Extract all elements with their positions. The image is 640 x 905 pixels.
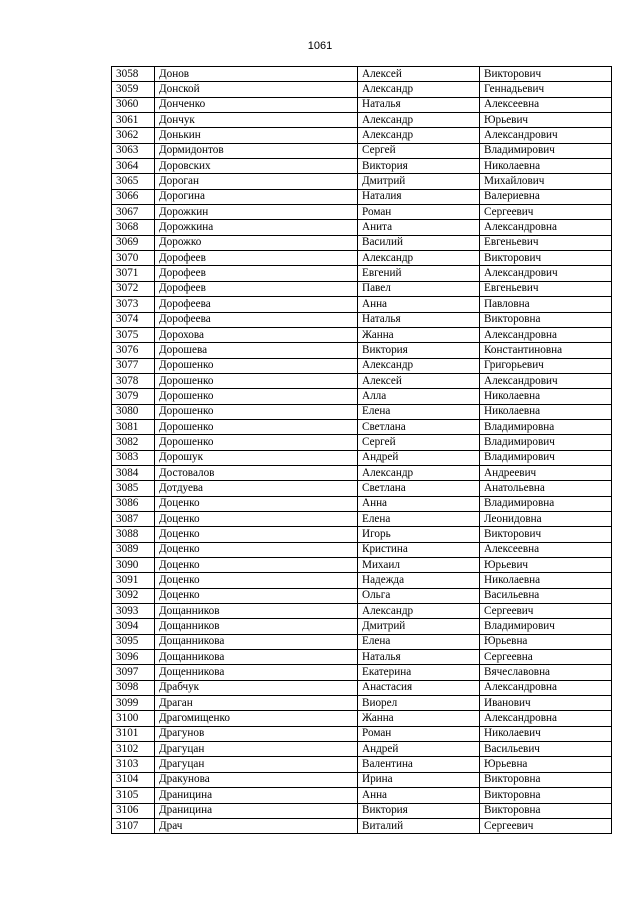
- first-name-cell: Наталья: [358, 650, 480, 665]
- row-number-cell: 3091: [112, 573, 155, 588]
- last-name-cell: Дорошук: [155, 450, 358, 465]
- table-row: [112, 235, 612, 250]
- patronymic-cell: Юрьевич: [480, 558, 612, 573]
- first-name-cell: Роман: [358, 726, 480, 741]
- row-number-cell: 3095: [112, 634, 155, 649]
- last-name-cell: Доценко: [155, 527, 358, 542]
- row-number-cell: 3090: [112, 558, 155, 573]
- patronymic-cell: Сергеевич: [480, 205, 612, 220]
- row-number-cell: 3087: [112, 511, 155, 526]
- last-name-cell: Доценко: [155, 496, 358, 511]
- table-row: [112, 113, 612, 128]
- last-name-cell: Дорофеев: [155, 281, 358, 296]
- table-row: [112, 327, 612, 342]
- last-name-cell: Достовалов: [155, 465, 358, 480]
- patronymic-cell: Евгеньевич: [480, 281, 612, 296]
- row-number-cell: 3063: [112, 143, 155, 158]
- row-number-cell: 3097: [112, 665, 155, 680]
- patronymic-cell: Николаевна: [480, 404, 612, 419]
- first-name-cell: Алексей: [358, 67, 480, 82]
- table-row: [112, 665, 612, 680]
- table-row: [112, 97, 612, 112]
- first-name-cell: Наталья: [358, 97, 480, 112]
- table-row: [112, 634, 612, 649]
- patronymic-cell: Викторовна: [480, 772, 612, 787]
- patronymic-cell: Александрович: [480, 128, 612, 143]
- first-name-cell: Александр: [358, 604, 480, 619]
- table-row: [112, 143, 612, 158]
- row-number-cell: 3094: [112, 619, 155, 634]
- patronymic-cell: Владимирович: [480, 435, 612, 450]
- last-name-cell: Дощанникова: [155, 634, 358, 649]
- first-name-cell: Дмитрий: [358, 174, 480, 189]
- table-row: [112, 788, 612, 803]
- patronymic-cell: Константиновна: [480, 343, 612, 358]
- first-name-cell: Андрей: [358, 450, 480, 465]
- first-name-cell: Дмитрий: [358, 619, 480, 634]
- table-row: [112, 450, 612, 465]
- table-row: [112, 619, 612, 634]
- table-row: [112, 481, 612, 496]
- last-name-cell: Дорофеева: [155, 312, 358, 327]
- first-name-cell: Игорь: [358, 527, 480, 542]
- first-name-cell: Александр: [358, 251, 480, 266]
- patronymic-cell: Евгеньевич: [480, 235, 612, 250]
- table-row: [112, 465, 612, 480]
- row-number-cell: 3107: [112, 818, 155, 833]
- patronymic-cell: Алексеевна: [480, 97, 612, 112]
- table-row: [112, 189, 612, 204]
- last-name-cell: Драгуцан: [155, 742, 358, 757]
- last-name-cell: Дорошенко: [155, 404, 358, 419]
- last-name-cell: Дорожкина: [155, 220, 358, 235]
- last-name-cell: Донов: [155, 67, 358, 82]
- last-name-cell: Доценко: [155, 558, 358, 573]
- patronymic-cell: Павловна: [480, 297, 612, 312]
- table-row: [112, 527, 612, 542]
- first-name-cell: Надежда: [358, 573, 480, 588]
- patronymic-cell: Леонидовна: [480, 511, 612, 526]
- table-row: [112, 174, 612, 189]
- row-number-cell: 3061: [112, 113, 155, 128]
- last-name-cell: Дотдуева: [155, 481, 358, 496]
- last-name-cell: Дорофеева: [155, 297, 358, 312]
- table-row: [112, 128, 612, 143]
- first-name-cell: Александр: [358, 128, 480, 143]
- table-row: [112, 711, 612, 726]
- first-name-cell: Светлана: [358, 481, 480, 496]
- last-name-cell: Дракунова: [155, 772, 358, 787]
- row-number-cell: 3099: [112, 696, 155, 711]
- patronymic-cell: Владимировна: [480, 496, 612, 511]
- roster-table: [111, 66, 612, 834]
- row-number-cell: 3102: [112, 742, 155, 757]
- row-number-cell: 3085: [112, 481, 155, 496]
- last-name-cell: Драбчук: [155, 680, 358, 695]
- last-name-cell: Драч: [155, 818, 358, 833]
- row-number-cell: 3093: [112, 604, 155, 619]
- table-row: [112, 696, 612, 711]
- row-number-cell: 3104: [112, 772, 155, 787]
- patronymic-cell: Александровна: [480, 327, 612, 342]
- patronymic-cell: Юрьевна: [480, 634, 612, 649]
- last-name-cell: Дорошенко: [155, 419, 358, 434]
- patronymic-cell: Васильевна: [480, 588, 612, 603]
- first-name-cell: Виталий: [358, 818, 480, 833]
- table-row: [112, 742, 612, 757]
- row-number-cell: 3092: [112, 588, 155, 603]
- patronymic-cell: Владимирович: [480, 450, 612, 465]
- row-number-cell: 3073: [112, 297, 155, 312]
- patronymic-cell: Викторовна: [480, 788, 612, 803]
- first-name-cell: Светлана: [358, 419, 480, 434]
- last-name-cell: Драган: [155, 696, 358, 711]
- table-row: [112, 67, 612, 82]
- table-row: [112, 358, 612, 373]
- first-name-cell: Василий: [358, 235, 480, 250]
- last-name-cell: Дорожкин: [155, 205, 358, 220]
- first-name-cell: Михаил: [358, 558, 480, 573]
- first-name-cell: Ольга: [358, 588, 480, 603]
- row-number-cell: 3076: [112, 343, 155, 358]
- table-row: [112, 588, 612, 603]
- patronymic-cell: Викторовна: [480, 312, 612, 327]
- table-row: [112, 604, 612, 619]
- last-name-cell: Дорошенко: [155, 373, 358, 388]
- patronymic-cell: Валериевна: [480, 189, 612, 204]
- last-name-cell: Дорофеев: [155, 266, 358, 281]
- last-name-cell: Дощанников: [155, 619, 358, 634]
- row-number-cell: 3058: [112, 67, 155, 82]
- patronymic-cell: Васильевич: [480, 742, 612, 757]
- patronymic-cell: Сергеевич: [480, 604, 612, 619]
- table-row: [112, 757, 612, 772]
- patronymic-cell: Александровна: [480, 220, 612, 235]
- patronymic-cell: Михайлович: [480, 174, 612, 189]
- patronymic-cell: Анатольевна: [480, 481, 612, 496]
- patronymic-cell: Александровна: [480, 680, 612, 695]
- row-number-cell: 3068: [112, 220, 155, 235]
- last-name-cell: Драницина: [155, 803, 358, 818]
- table-row: [112, 266, 612, 281]
- last-name-cell: Доценко: [155, 573, 358, 588]
- table-row: [112, 312, 612, 327]
- patronymic-cell: Владимирович: [480, 619, 612, 634]
- patronymic-cell: Юрьевич: [480, 113, 612, 128]
- row-number-cell: 3074: [112, 312, 155, 327]
- first-name-cell: Наталия: [358, 189, 480, 204]
- last-name-cell: Донской: [155, 82, 358, 97]
- first-name-cell: Ирина: [358, 772, 480, 787]
- row-number-cell: 3077: [112, 358, 155, 373]
- first-name-cell: Анна: [358, 788, 480, 803]
- first-name-cell: Жанна: [358, 711, 480, 726]
- first-name-cell: Алла: [358, 389, 480, 404]
- table-row: [112, 542, 612, 557]
- table-row: [112, 389, 612, 404]
- table-row: [112, 373, 612, 388]
- patronymic-cell: Александрович: [480, 266, 612, 281]
- first-name-cell: Сергей: [358, 435, 480, 450]
- row-number-cell: 3098: [112, 680, 155, 695]
- table-row: [112, 159, 612, 174]
- row-number-cell: 3070: [112, 251, 155, 266]
- row-number-cell: 3089: [112, 542, 155, 557]
- first-name-cell: Виорел: [358, 696, 480, 711]
- table-row: [112, 818, 612, 833]
- first-name-cell: Евгений: [358, 266, 480, 281]
- last-name-cell: Доценко: [155, 511, 358, 526]
- table-row: [112, 251, 612, 266]
- patronymic-cell: Николаевна: [480, 159, 612, 174]
- table-row: [112, 511, 612, 526]
- last-name-cell: Драгунов: [155, 726, 358, 741]
- row-number-cell: 3100: [112, 711, 155, 726]
- patronymic-cell: Владимировна: [480, 419, 612, 434]
- row-number-cell: 3072: [112, 281, 155, 296]
- first-name-cell: Роман: [358, 205, 480, 220]
- row-number-cell: 3105: [112, 788, 155, 803]
- row-number-cell: 3069: [112, 235, 155, 250]
- patronymic-cell: Сергеевна: [480, 650, 612, 665]
- table-row: [112, 772, 612, 787]
- table-row: [112, 803, 612, 818]
- row-number-cell: 3088: [112, 527, 155, 542]
- row-number-cell: 3065: [112, 174, 155, 189]
- table-row: [112, 680, 612, 695]
- last-name-cell: Драницина: [155, 788, 358, 803]
- last-name-cell: Дощанникова: [155, 650, 358, 665]
- first-name-cell: Елена: [358, 404, 480, 419]
- table-row: [112, 404, 612, 419]
- row-number-cell: 3059: [112, 82, 155, 97]
- patronymic-cell: Викторович: [480, 527, 612, 542]
- last-name-cell: Доровских: [155, 159, 358, 174]
- first-name-cell: Наталья: [358, 312, 480, 327]
- patronymic-cell: Алексеевна: [480, 542, 612, 557]
- row-number-cell: 3083: [112, 450, 155, 465]
- patronymic-cell: Викторовна: [480, 803, 612, 818]
- first-name-cell: Виктория: [358, 159, 480, 174]
- first-name-cell: Елена: [358, 634, 480, 649]
- row-number-cell: 3062: [112, 128, 155, 143]
- first-name-cell: Александр: [358, 113, 480, 128]
- table-row: [112, 573, 612, 588]
- table-row: [112, 650, 612, 665]
- first-name-cell: Александр: [358, 465, 480, 480]
- row-number-cell: 3079: [112, 389, 155, 404]
- last-name-cell: Дорошенко: [155, 358, 358, 373]
- table-row: [112, 496, 612, 511]
- roster-body: [112, 67, 612, 834]
- patronymic-cell: Вячеславовна: [480, 665, 612, 680]
- patronymic-cell: Николаевна: [480, 389, 612, 404]
- first-name-cell: Александр: [358, 358, 480, 373]
- table-row: [112, 205, 612, 220]
- patronymic-cell: Александровна: [480, 711, 612, 726]
- first-name-cell: Валентина: [358, 757, 480, 772]
- row-number-cell: 3084: [112, 465, 155, 480]
- row-number-cell: 3078: [112, 373, 155, 388]
- last-name-cell: Дороган: [155, 174, 358, 189]
- last-name-cell: Дорофеев: [155, 251, 358, 266]
- row-number-cell: 3103: [112, 757, 155, 772]
- patronymic-cell: Юрьевна: [480, 757, 612, 772]
- table-row: [112, 726, 612, 741]
- last-name-cell: Дорошенко: [155, 435, 358, 450]
- patronymic-cell: Николаевич: [480, 726, 612, 741]
- table-row: [112, 343, 612, 358]
- patronymic-cell: Григорьевич: [480, 358, 612, 373]
- row-number-cell: 3071: [112, 266, 155, 281]
- table-row: [112, 82, 612, 97]
- table-row: [112, 297, 612, 312]
- last-name-cell: Доценко: [155, 542, 358, 557]
- last-name-cell: Дорожко: [155, 235, 358, 250]
- patronymic-cell: Владимирович: [480, 143, 612, 158]
- row-number-cell: 3101: [112, 726, 155, 741]
- row-number-cell: 3060: [112, 97, 155, 112]
- table-row: [112, 435, 612, 450]
- last-name-cell: Дормидонтов: [155, 143, 358, 158]
- page-number: 1061: [307, 40, 333, 52]
- first-name-cell: Анастасия: [358, 680, 480, 695]
- row-number-cell: 3080: [112, 404, 155, 419]
- first-name-cell: Анна: [358, 297, 480, 312]
- patronymic-cell: Викторович: [480, 67, 612, 82]
- last-name-cell: Донченко: [155, 97, 358, 112]
- first-name-cell: Виктория: [358, 343, 480, 358]
- row-number-cell: 3075: [112, 327, 155, 342]
- row-number-cell: 3086: [112, 496, 155, 511]
- first-name-cell: Екатерина: [358, 665, 480, 680]
- first-name-cell: Виктория: [358, 803, 480, 818]
- table-row: [112, 419, 612, 434]
- row-number-cell: 3106: [112, 803, 155, 818]
- first-name-cell: Жанна: [358, 327, 480, 342]
- patronymic-cell: Сергеевич: [480, 818, 612, 833]
- first-name-cell: Александр: [358, 82, 480, 97]
- row-number-cell: 3067: [112, 205, 155, 220]
- first-name-cell: Кристина: [358, 542, 480, 557]
- patronymic-cell: Геннадьевич: [480, 82, 612, 97]
- last-name-cell: Дончук: [155, 113, 358, 128]
- first-name-cell: Андрей: [358, 742, 480, 757]
- last-name-cell: Дорохова: [155, 327, 358, 342]
- last-name-cell: Дорошева: [155, 343, 358, 358]
- last-name-cell: Дощанников: [155, 604, 358, 619]
- row-number-cell: 3082: [112, 435, 155, 450]
- first-name-cell: Сергей: [358, 143, 480, 158]
- first-name-cell: Анна: [358, 496, 480, 511]
- last-name-cell: Дощенникова: [155, 665, 358, 680]
- table-row: [112, 281, 612, 296]
- row-number-cell: 3081: [112, 419, 155, 434]
- last-name-cell: Доценко: [155, 588, 358, 603]
- patronymic-cell: Иванович: [480, 696, 612, 711]
- patronymic-cell: Андреевич: [480, 465, 612, 480]
- row-number-cell: 3066: [112, 189, 155, 204]
- first-name-cell: Алексей: [358, 373, 480, 388]
- table-row: [112, 558, 612, 573]
- patronymic-cell: Александрович: [480, 373, 612, 388]
- first-name-cell: Павел: [358, 281, 480, 296]
- first-name-cell: Елена: [358, 511, 480, 526]
- first-name-cell: Анита: [358, 220, 480, 235]
- patronymic-cell: Николаевна: [480, 573, 612, 588]
- row-number-cell: 3096: [112, 650, 155, 665]
- last-name-cell: Дорогина: [155, 189, 358, 204]
- patronymic-cell: Викторович: [480, 251, 612, 266]
- last-name-cell: Драгуцан: [155, 757, 358, 772]
- row-number-cell: 3064: [112, 159, 155, 174]
- table-row: [112, 220, 612, 235]
- last-name-cell: Донькин: [155, 128, 358, 143]
- last-name-cell: Драгомищенко: [155, 711, 358, 726]
- last-name-cell: Дорошенко: [155, 389, 358, 404]
